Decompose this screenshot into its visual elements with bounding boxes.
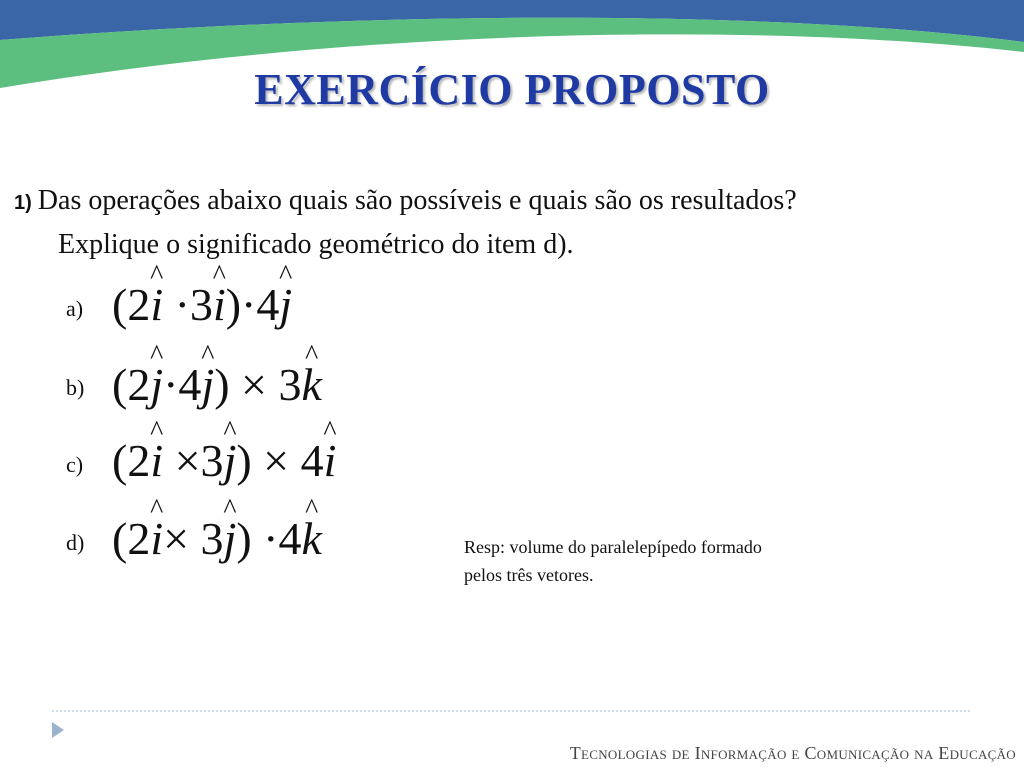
formula-c: (2^ i ×3^ j) × 4^ i bbox=[112, 434, 336, 487]
question-line-1: Das operações abaixo quais são possíveis e quais são os resultados? bbox=[37, 185, 797, 216]
answer-line-2: pelos três vetores. bbox=[464, 565, 594, 585]
question-text bbox=[14, 180, 1004, 266]
formula-a: (2^ i ·3^ i)·4^ j bbox=[112, 278, 292, 331]
answer-text bbox=[464, 533, 864, 589]
item-a-label: a) bbox=[66, 296, 84, 321]
question-line-2: Explique o significado geométrico do item d). bbox=[58, 229, 574, 260]
answer-line-1: Resp: volume do paralelepípedo formado bbox=[464, 537, 762, 557]
footer-text: Tecnologias de Informação e Comunicação na Educação bbox=[569, 743, 1016, 763]
play-icon[interactable] bbox=[50, 720, 66, 740]
item-c-label: c) bbox=[66, 452, 84, 477]
footer-divider bbox=[52, 710, 972, 712]
question-number: 1) bbox=[14, 192, 32, 214]
formula-b: (2^ j·4^ j) × 3^ k bbox=[112, 358, 322, 411]
formula-d: (2^ i× 3^ j) ·4^ k bbox=[112, 512, 322, 565]
item-b-label: b) bbox=[66, 375, 85, 400]
item-d-label: d) bbox=[66, 530, 85, 555]
slide-title: EXERCÍCIO PROPOSTO bbox=[254, 65, 770, 114]
